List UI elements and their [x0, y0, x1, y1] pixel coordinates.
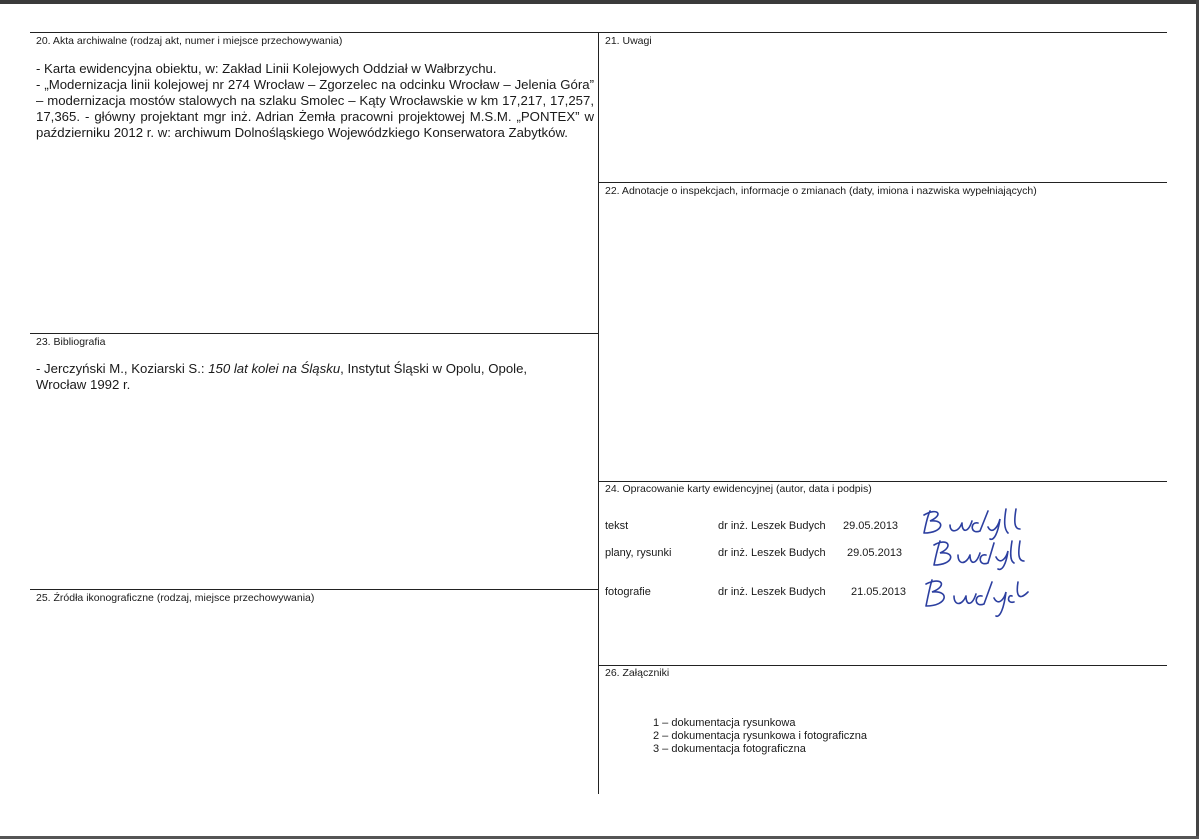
- section-23-label: 23. Bibliografia: [36, 336, 106, 348]
- rule-s22: [599, 182, 1167, 183]
- s24-row-1-author: dr inż. Leszek Budych: [718, 520, 826, 532]
- rule-s26: [599, 665, 1167, 666]
- bibliography-title: 150 lat kolei na Śląsku: [208, 361, 341, 376]
- s24-row-2-type: plany, rysunki: [605, 547, 672, 559]
- rule-s25: [30, 589, 598, 590]
- section-21-label: 21. Uwagi: [605, 35, 652, 47]
- section-24-label: 24. Opracowanie karty ewidencyjnej (autor, data i podpis): [605, 483, 872, 495]
- attachment-item-2: 2 – dokumentacja rysunkowa i fotograficzna: [653, 730, 868, 742]
- section-25-label: 25. Źródła ikonograficzne (rodzaj, miejsce przechowywania): [36, 592, 315, 604]
- s24-row-3-date: 21.05.2013: [851, 586, 907, 598]
- bibliography-publisher: , Instytut Śląski w Opolu, Opole, Wrocław 1992 r.: [36, 361, 528, 392]
- signature-3: [918, 572, 1034, 620]
- attachment-item-1: 1 – dokumentacja rysunkowa: [653, 717, 796, 729]
- s24-row-2-author: dr inż. Leszek Budych: [718, 547, 826, 559]
- rule-s24: [599, 481, 1167, 482]
- section-20-item-2: - „Modernizacja linii kolejowej nr 274 Wrocław – Zgorzelec na odcinku Wrocław – Jelenia Góra” – modernizacja mostów stalowych na szlaku Smolec – Kąty Wrocławskie w km 17,217, 17,257, 17,365. - główny projektant mgr inż. Adrian Żemła pracowni projektowej M.S.M. „PONTEX” w październiku 2012 r. w: archiwum Dolnośląskiego Wojewódzkiego Konserwatora Zabytków.: [36, 77, 594, 140]
- attachments-list: [653, 717, 867, 756]
- s24-row-1-date: 29.05.2013: [843, 520, 899, 532]
- center-divider: [598, 32, 599, 794]
- s24-row-3-type: fotografie: [605, 586, 651, 598]
- section-20-content: [36, 61, 594, 141]
- attachment-item-3: 3 – dokumentacja fotograficzna: [653, 743, 806, 755]
- s24-row-1-type: tekst: [605, 520, 629, 532]
- s24-row-2-date: 29.05.2013: [847, 547, 903, 559]
- section-20-label: 20. Akta archiwalne (rodzaj akt, numer i miejsce przechowywania): [36, 35, 343, 47]
- s24-row-3-author: dr inż. Leszek Budych: [718, 586, 826, 598]
- rule-s23: [30, 333, 598, 334]
- section-20-item-1: - Karta ewidencyjna obiektu, w: Zakład Linii Kolejowych Oddział w Wałbrzychu.: [36, 61, 497, 76]
- section-26-label: 26. Załączniki: [605, 667, 670, 679]
- section-22-label: 22. Adnotacje o inspekcjach, informacje o zmianach (daty, imiona i nazwiska wypełniających): [605, 185, 1037, 197]
- scan-edge-top: [0, 0, 1199, 4]
- signature-2: [928, 535, 1028, 571]
- bibliography-authors: - Jerczyński M., Koziarski S.:: [36, 361, 209, 376]
- section-23-content: [36, 361, 576, 393]
